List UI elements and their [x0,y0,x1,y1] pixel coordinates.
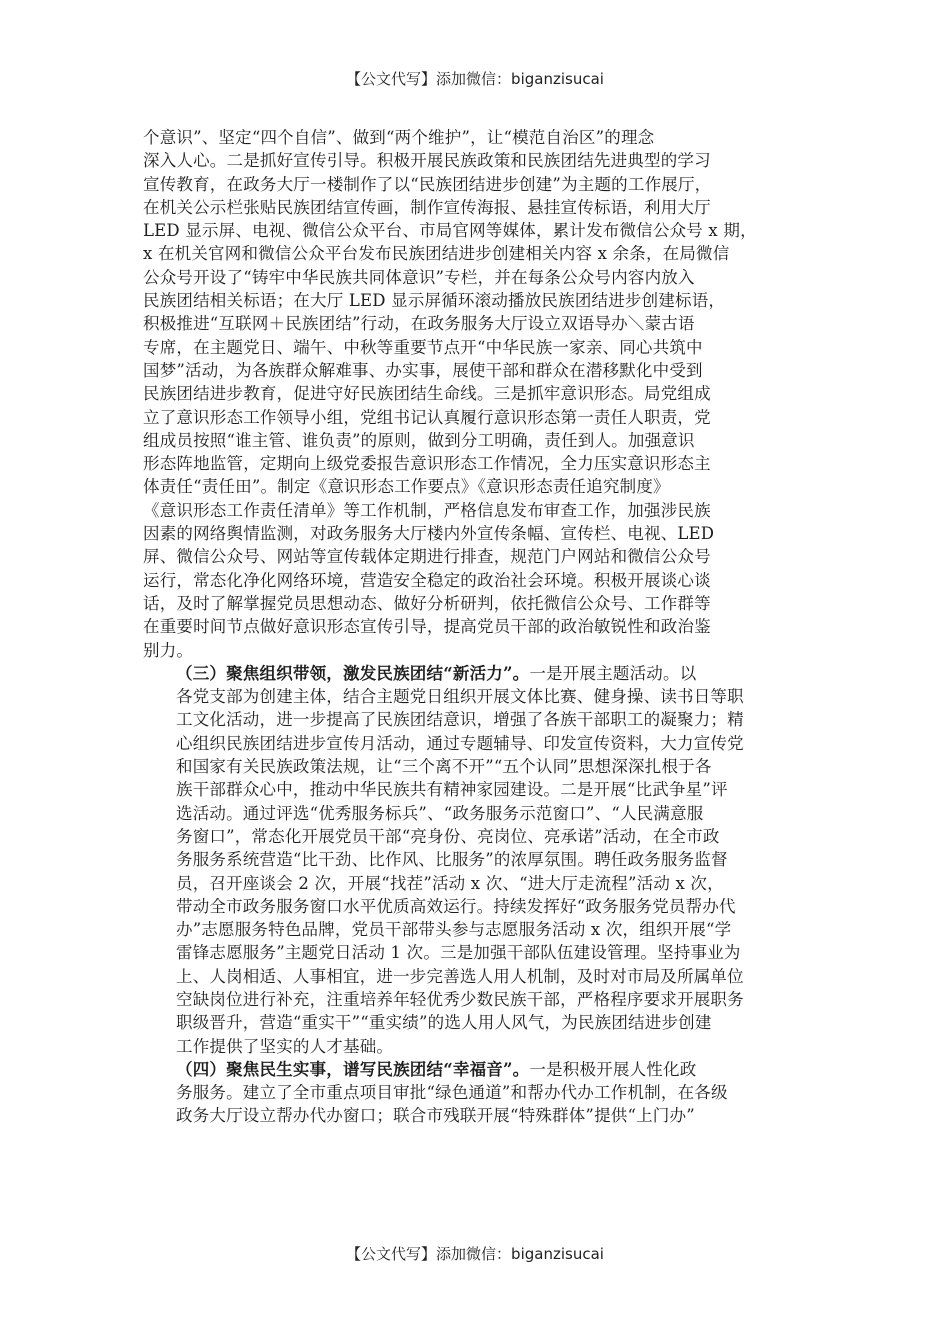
section-three-first-line [143,662,819,685]
text-line: 在重要时间节点做好意识形态宣传引导，提高党员干部的政治敏锐性和政治鉴 [143,617,711,637]
text-line: 专席，在主题党日、端午、中秋等重要节点开“中华民族一家亲、同心共筑中 [143,337,703,357]
text-line: 公众号开设了“铸牢中华民族共同体意识”专栏，并在每条公众号内容内放入 [143,267,695,287]
text-line: 上、人岗相适、人事相宜，进一步完善选人用人机制，及时对市局及所属单位 [176,966,744,986]
text-line: 运行，常态化净化网络环境，营造安全稳定的政治社会环境。积极开展谈心谈 [143,570,711,590]
text-line: 雷锋志愿服务”主题党日活动 1 次。三是加强干部队伍建设管理。坚持事业为 [176,943,741,963]
section-four-first-line [143,1058,819,1081]
text-line: 在机关公示栏张贴民族团结宣传画，制作宣传海报、悬挂宣传标语，利用大厅 [143,197,711,217]
paragraph-continuation [143,126,819,662]
text-line: 立了意识形态工作领导小组，党组书记认真履行意识形态第一责任人职责，党 [143,407,711,427]
section-three-heading: （三）聚焦组织带领，激发民族团结“新活力”。 [176,663,530,683]
text-line: 因素的网络舆情监测，对政务服务大厅楼内外宣传条幅、宣传栏、电视、LED [143,524,715,544]
text-line: 深入人心。二是抓好宣传引导。积极开展民族政策和民族团结先进典型的学习 [143,151,711,171]
text-line: 政务大厅设立帮办代办窗口；联合市残联开展“特殊群体”提供“上门办” [176,1106,695,1126]
text-line: 务服务系统营造“比干劲、比作风、比服务”的浓厚氛围。聘任政务服务监督 [176,850,728,870]
text-line: 形态阵地监管，定期向上级党委报告意识形态工作情况，全力压实意识形态主 [143,454,711,474]
text-line: 务服务。建立了全市重点项目审批“绿色通道”和帮办代办工作机制，在各级 [176,1083,728,1103]
text-line: 《意识形态工作责任清单》等工作机制，严格信息发布审查工作，加强涉民族 [143,500,711,520]
text-line: x 在机关官网和微信公众平台发布民族团结进步创建相关内容 x 余条，在局微信 [143,244,730,264]
text-line: 选活动。通过评选“优秀服务标兵”、“政务服务示范窗口”、“人民满意服 [176,803,704,823]
text-line: 带动全市政务服务窗口水平优质高效运行。持续发挥好“政务服务党员帮办代 [176,896,736,916]
text-line: 组成员按照“谁主管、谁负责”的原则，做到分工明确，责任到人。加强意识 [143,430,695,450]
paragraph-section-three [143,662,819,1058]
text-line: 话，及时了解掌握党员思想动态、做好分析研判，依托微信公众号、工作群等 [143,593,711,613]
paragraph-section-four [143,1058,819,1128]
text-line: 体责任“责任田”。制定《意识形态工作要点》《意识形态责任追究制度》 [143,477,670,497]
text-line: 办”志愿服务特色品牌，党员干部带头参与志愿服务活动 x 次，组织开展“学 [176,920,732,940]
text-line: 和国家有关民族政策法规，让“三个离不开”“五个认同”思想深深扎根于各 [176,757,712,777]
text-line: 空缺岗位进行补充，注重培养年轻优秀少数民族干部，严格程序要求开展职务 [176,989,744,1009]
text-line: 民族团结进步教育，促进守好民族团结生命线。三是抓牢意识形态。局党组成 [143,384,711,404]
text-line: 个意识”、坚定“四个自信”、做到“两个维护”，让“模范自治区”的理念 [143,128,655,147]
document-body [143,126,819,1128]
text-line: 民族团结相关标语；在大厅 LED 显示屏循环滚动播放民族团结进步创建标语， [143,291,726,311]
text-line: LED 显示屏、电视、微信公众平台、市局官网等媒体，累计发布微信公众号 x 期， [143,221,757,241]
page-header: 【公文代写】添加微信：biganzisucai [346,70,604,88]
text-line: 屏、微信公众号、网站等宣传载体定期进行排查，规范门户网站和微信公众号 [143,547,711,567]
text-line: 员，召开座谈会 2 次，开展“找茬”活动 x 次、“进大厅走流程”活动 x 次， [176,873,724,893]
text-line: 积极推进“互联网＋民族团结”行动，在政务服务大厅设立双语导办＼蒙古语 [143,314,695,334]
section-four-first-line-rest: 一是积极开展人性化政 [529,1059,697,1079]
text-line: 族干部群众心中，推动中华民族共有精神家园建设。二是开展“比武争星”评 [176,780,728,800]
text-line: 国梦”活动，为各族群众解难事、办实事，展使干部和群众在潜移默化中受到 [143,360,703,380]
text-line: 心组织民族团结进步宣传月活动，通过专题辅导、印发宣传资料，大力宣传党 [176,733,744,753]
text-line: 各党支部为创建主体，结合主题党日组织开展文体比赛、健身操、读书日等职 [176,687,744,707]
text-line: 宣传教育，在政务大厅一楼制作了以“民族团结进步创建”为主题的工作展厅， [143,174,712,194]
text-line: 工文化活动，进一步提高了民族团结意识，增强了各族干部职工的凝聚力；精 [176,710,744,730]
page-footer: 【公文代写】添加微信：biganzisucai [346,1245,604,1263]
text-line: 务窗口”，常态化开展党员干部“亮身份、亮岗位、亮承诺”活动，在全市政 [176,826,720,846]
section-four-heading: （四）聚焦民生实事，谱写民族团结“幸福音”。 [176,1059,530,1079]
section-three-first-line-rest: 一是开展主题活动。以 [529,663,697,683]
text-line: 别力。 [143,640,194,660]
text-line: 工作提供了坚实的人才基础。 [176,1036,394,1056]
text-line: 职级晋升，营造“重实干”“重实绩”的选人用人风气，为民族团结进步创建 [176,1013,712,1033]
